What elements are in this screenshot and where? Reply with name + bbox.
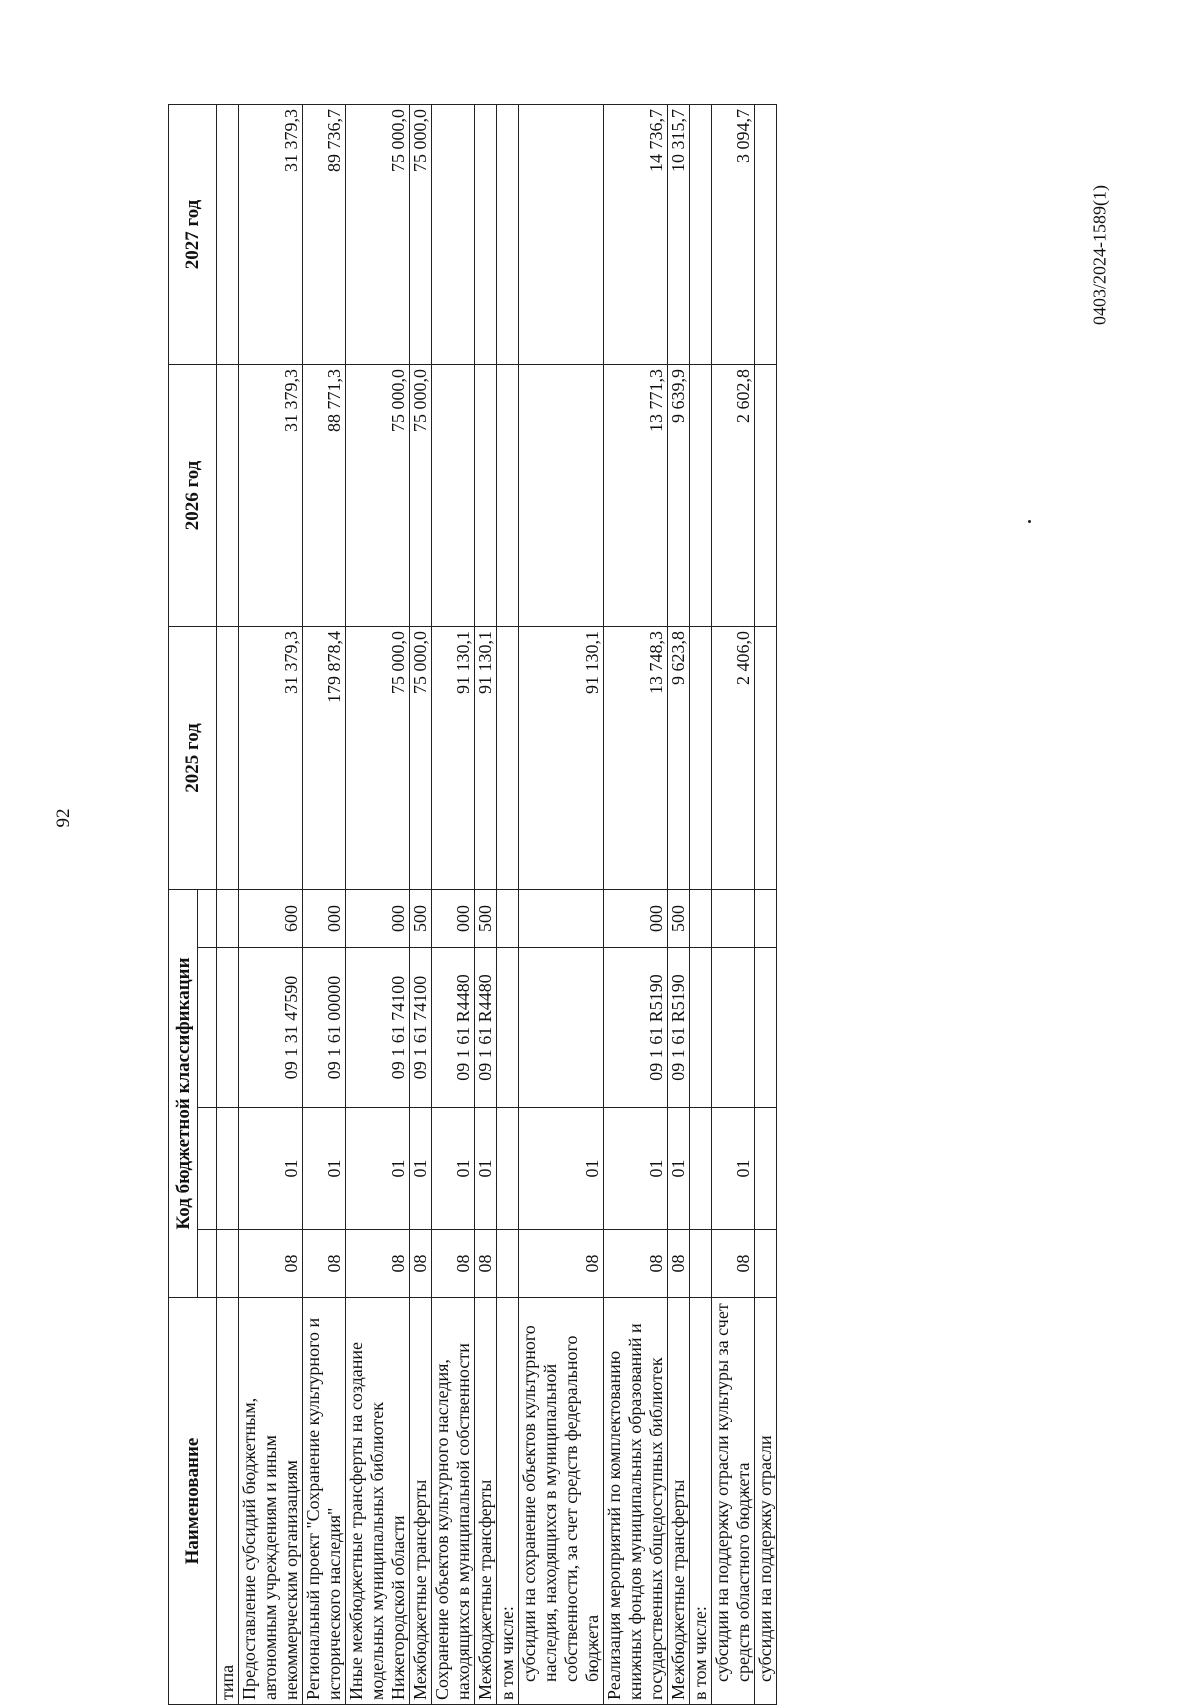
value-2026 xyxy=(217,364,239,626)
code-target: 09 1 61 00000 xyxy=(303,948,346,1108)
code-target xyxy=(712,948,755,1108)
document-code: 0403/2024-1589(1) xyxy=(1089,185,1110,325)
page-number: 92 xyxy=(53,808,74,828)
value-2027 xyxy=(690,104,712,364)
row-name: в том числе: xyxy=(497,1298,519,1705)
value-2025 xyxy=(217,626,239,889)
value-2027: 14 736,7 xyxy=(604,104,668,364)
value-2026 xyxy=(755,364,777,626)
code-expense-type xyxy=(712,889,755,947)
value-2025: 91 130,1 xyxy=(475,626,497,889)
code-target: 09 1 61 R5190 xyxy=(604,948,668,1108)
value-2026 xyxy=(690,364,712,626)
code-expense-type: 500 xyxy=(668,889,690,947)
value-2027 xyxy=(432,104,475,364)
value-2025: 2 406,0 xyxy=(712,626,755,889)
code-subsection: 01 xyxy=(519,1108,604,1230)
row-name: Реализация мероприятий по комплектованию книжных фондов муниципальных образований и государственных общедоступных библиотек xyxy=(604,1298,668,1705)
value-2027 xyxy=(755,104,777,364)
header-code-sub-2 xyxy=(198,1108,217,1230)
code-target: 09 1 61 R4480 xyxy=(432,948,475,1108)
row-name: Сохранение объектов культурного наследия, находящихся в муниципальной собственности xyxy=(432,1298,475,1705)
table-row xyxy=(475,104,497,1704)
code-subsection: 01 xyxy=(239,1108,303,1230)
value-2025 xyxy=(755,626,777,889)
code-target: 09 1 61 R5190 xyxy=(668,948,690,1108)
table-row xyxy=(239,104,303,1704)
value-2027 xyxy=(497,104,519,364)
code-section: 08 xyxy=(712,1230,755,1298)
row-name: в том числе: xyxy=(690,1298,712,1705)
code-expense-type xyxy=(690,889,712,947)
value-2026: 9 639,9 xyxy=(668,364,690,626)
table-row xyxy=(604,104,668,1704)
stray-dot xyxy=(1028,520,1031,523)
code-target: 09 1 61 74100 xyxy=(346,948,410,1108)
value-2025 xyxy=(690,626,712,889)
code-expense-type xyxy=(755,889,777,947)
code-target xyxy=(519,948,604,1108)
row-name: Предоставление субсидий бюджетным, автономным учреждениям и иным некоммерческим организациям xyxy=(239,1298,303,1705)
value-2025 xyxy=(497,626,519,889)
value-2027: 75 000,0 xyxy=(346,104,410,364)
header-code: Код бюджетной классификации xyxy=(169,889,198,1297)
code-expense-type: 000 xyxy=(303,889,346,947)
value-2025: 31 379,3 xyxy=(239,626,303,889)
code-section: 08 xyxy=(410,1230,432,1298)
row-name: Межбюджетные трансферты xyxy=(475,1298,497,1705)
row-name: субсидии на поддержку отрасли культуры за счет средств областного бюджета xyxy=(712,1298,755,1705)
code-target xyxy=(497,948,519,1108)
value-2025: 91 130,1 xyxy=(519,626,604,889)
code-target xyxy=(755,948,777,1108)
code-target: 09 1 61 R4480 xyxy=(475,948,497,1108)
table-row xyxy=(410,104,432,1704)
code-subsection xyxy=(217,1108,239,1230)
value-2027: 10 315,7 xyxy=(668,104,690,364)
code-section xyxy=(755,1230,777,1298)
table-row xyxy=(346,104,410,1704)
code-expense-type xyxy=(497,889,519,947)
value-2025: 13 748,3 xyxy=(604,626,668,889)
code-expense-type: 500 xyxy=(475,889,497,947)
table-row xyxy=(519,104,604,1704)
value-2026 xyxy=(519,364,604,626)
code-subsection xyxy=(755,1108,777,1230)
row-name: Межбюджетные трансферты xyxy=(668,1298,690,1705)
value-2026: 2 602,8 xyxy=(712,364,755,626)
code-subsection: 01 xyxy=(346,1108,410,1230)
row-name: Межбюджетные трансферты xyxy=(410,1298,432,1705)
header-2025: 2025 год xyxy=(169,626,217,889)
code-expense-type: 000 xyxy=(604,889,668,947)
header-code-sub-4 xyxy=(198,889,217,947)
code-section xyxy=(217,1230,239,1298)
code-section xyxy=(497,1230,519,1298)
table-row xyxy=(712,104,755,1704)
value-2026: 75 000,0 xyxy=(346,364,410,626)
header-code-sub-1 xyxy=(198,1230,217,1298)
budget-table xyxy=(168,104,777,1705)
code-target xyxy=(217,948,239,1108)
code-subsection: 01 xyxy=(668,1108,690,1230)
row-name: Региональный проект "Сохранение культурного и исторического наследия" xyxy=(303,1298,346,1705)
value-2026 xyxy=(432,364,475,626)
code-section: 08 xyxy=(239,1230,303,1298)
value-2026: 13 771,3 xyxy=(604,364,668,626)
row-name: типа xyxy=(217,1298,239,1705)
table-row xyxy=(690,104,712,1704)
value-2026 xyxy=(475,364,497,626)
code-subsection xyxy=(497,1108,519,1230)
code-section: 08 xyxy=(432,1230,475,1298)
code-section: 08 xyxy=(475,1230,497,1298)
value-2026 xyxy=(497,364,519,626)
code-section: 08 xyxy=(604,1230,668,1298)
code-subsection: 01 xyxy=(432,1108,475,1230)
value-2026: 88 771,3 xyxy=(303,364,346,626)
value-2027: 75 000,0 xyxy=(410,104,432,364)
value-2027: 31 379,3 xyxy=(239,104,303,364)
code-section: 08 xyxy=(303,1230,346,1298)
value-2027: 89 736,7 xyxy=(303,104,346,364)
value-2027 xyxy=(519,104,604,364)
value-2025: 91 130,1 xyxy=(432,626,475,889)
value-2025: 75 000,0 xyxy=(346,626,410,889)
value-2025: 75 000,0 xyxy=(410,626,432,889)
table-row xyxy=(217,104,239,1704)
code-section xyxy=(690,1230,712,1298)
header-2026: 2026 год xyxy=(169,364,217,626)
code-expense-type: 000 xyxy=(346,889,410,947)
value-2027 xyxy=(475,104,497,364)
code-subsection: 01 xyxy=(410,1108,432,1230)
value-2026: 31 379,3 xyxy=(239,364,303,626)
code-expense-type xyxy=(519,889,604,947)
code-section: 08 xyxy=(346,1230,410,1298)
code-section: 08 xyxy=(668,1230,690,1298)
table-row xyxy=(432,104,475,1704)
code-subsection: 01 xyxy=(475,1108,497,1230)
code-expense-type: 600 xyxy=(239,889,303,947)
code-subsection: 01 xyxy=(712,1108,755,1230)
header-2027: 2027 год xyxy=(169,104,217,364)
code-subsection xyxy=(690,1108,712,1230)
code-expense-type: 500 xyxy=(410,889,432,947)
header-name: Наименование xyxy=(169,1298,217,1705)
code-subsection: 01 xyxy=(604,1108,668,1230)
table-row xyxy=(755,104,777,1704)
header-code-sub-3 xyxy=(198,948,217,1108)
value-2027 xyxy=(217,104,239,364)
table-row xyxy=(497,104,519,1704)
row-name: субсидии на сохранение объектов культурного наследия, находящихся в муниципальной собственности, за счет средств федерального бюджета xyxy=(519,1298,604,1705)
table-row xyxy=(668,104,690,1704)
value-2027: 3 094,7 xyxy=(712,104,755,364)
value-2026: 75 000,0 xyxy=(410,364,432,626)
code-section: 08 xyxy=(519,1230,604,1298)
code-target: 09 1 61 74100 xyxy=(410,948,432,1108)
code-target xyxy=(690,948,712,1108)
code-expense-type xyxy=(217,889,239,947)
rotated-table-container xyxy=(168,105,1018,1705)
value-2025: 179 878,4 xyxy=(303,626,346,889)
table-row xyxy=(303,104,346,1704)
row-name: Иные межбюджетные трансферты на создание модельных муниципальных библиотек Нижегородской области xyxy=(346,1298,410,1705)
value-2025: 9 623,8 xyxy=(668,626,690,889)
code-expense-type: 000 xyxy=(432,889,475,947)
table-body xyxy=(217,104,777,1704)
code-target: 09 1 31 47590 xyxy=(239,948,303,1108)
code-subsection: 01 xyxy=(303,1108,346,1230)
row-name: субсидии на поддержку отрасли xyxy=(755,1298,777,1705)
